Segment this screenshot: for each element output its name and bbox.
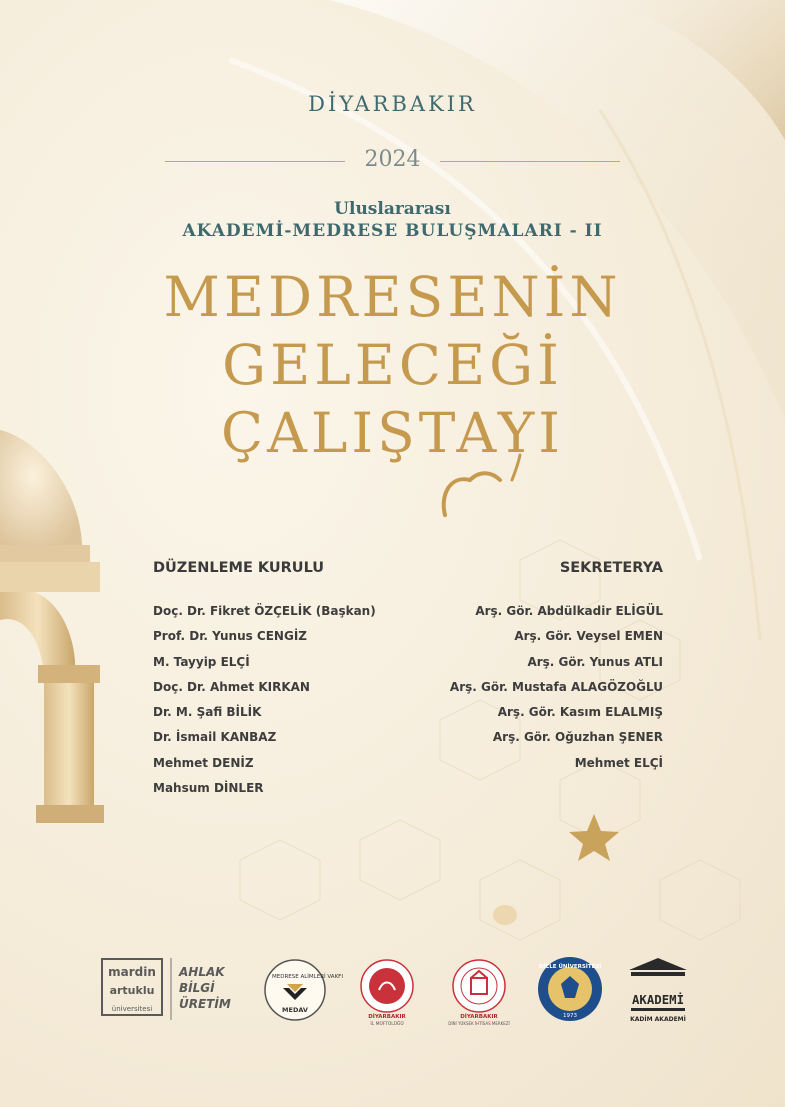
svg-text:artuklu: artuklu	[109, 984, 155, 997]
secretariat-member: Arş. Gör. Abdülkadir ELİGÜL	[475, 604, 663, 618]
svg-text:1973: 1973	[563, 1013, 577, 1019]
committee-member: Dr. M. Şafi BİLİK	[153, 705, 262, 720]
kadim-akademi-logo	[625, 956, 691, 1026]
gold-star	[569, 814, 619, 861]
svg-text:üniversitesi: üniversitesi	[111, 1005, 153, 1013]
committee-member: Dr. İsmail KANBAZ	[153, 730, 277, 745]
mufti-logo	[357, 956, 417, 1028]
ihtisas-logo	[439, 956, 519, 1028]
svg-text:DİNİ YÜKSEK İHTİSAS MERKEZİ: DİNİ YÜKSEK İHTİSAS MERKEZİ	[448, 1021, 510, 1026]
dome-illustration	[0, 430, 104, 823]
committee-member: Doç. Dr. Ahmet KIRKAN	[153, 679, 310, 694]
committee-list	[153, 604, 376, 806]
medav-logo	[263, 956, 343, 1028]
secretariat-member: Arş. Gör. Mustafa ALAGÖZOĞLU	[449, 679, 663, 694]
svg-text:AKADEMİ: AKADEMİ	[632, 993, 683, 1007]
mardin-artuklu-logo	[101, 958, 231, 1028]
svg-text:BİLGİ: BİLGİ	[179, 981, 215, 995]
svg-text:İL MÜFTÜLÜĞÜ: İL MÜFTÜLÜĞÜ	[370, 1022, 404, 1027]
svg-text:KADİM AKADEMİ: KADİM AKADEMİ	[630, 1016, 686, 1023]
title-line-3: ÇALIŞTAYI	[221, 401, 564, 465]
divider-line-left	[165, 161, 345, 162]
svg-text:DİYARBAKIR: DİYARBAKIR	[368, 1014, 406, 1020]
secretariat-member: Arş. Gör. Oğuzhan ŞENER	[492, 730, 663, 745]
svg-text:MEDAV: MEDAV	[282, 1006, 308, 1014]
secretariat-member: Arş. Gör. Yunus ATLI	[527, 654, 663, 669]
committee-member: M. Tayyip ELÇİ	[153, 654, 250, 669]
divider-line-right	[440, 161, 620, 162]
svg-text:DİCLE ÜNİVERSİTESİ: DİCLE ÜNİVERSİTESİ	[538, 964, 602, 970]
committee-member: Mahsum DİNLER	[153, 781, 264, 796]
title-line-1: MEDRESENİN	[163, 265, 622, 329]
sponsor-logos	[95, 952, 715, 1032]
svg-text:mardin: mardin	[108, 965, 156, 979]
committee-heading: DÜZENLEME KURULU	[153, 560, 325, 576]
secretariat-list	[450, 604, 663, 781]
committee-member: Mehmet DENİZ	[153, 755, 254, 770]
secretariat-member: Mehmet ELÇİ	[574, 755, 663, 770]
gold-flourish	[444, 473, 500, 515]
secretariat-member: Arş. Gör. Veysel EMEN	[514, 629, 663, 644]
year-label: 2024	[364, 147, 421, 172]
svg-text:ÜRETİM: ÜRETİM	[179, 997, 231, 1011]
secretariat-member: Arş. Gör. Kasım ELALMIŞ	[497, 705, 663, 720]
committee-member: Doç. Dr. Fikret ÖZÇELİK (Başkan)	[153, 604, 376, 618]
year-divider	[165, 147, 620, 177]
glow-spot	[493, 905, 517, 925]
committee-member: Prof. Dr. Yunus CENGİZ	[153, 629, 307, 644]
svg-text:DİYARBAKIR: DİYARBAKIR	[460, 1014, 498, 1020]
subtitle-line-1: Uluslararası	[334, 199, 451, 219]
secretariat-heading: SEKRETERYA	[559, 560, 663, 576]
svg-text:AHLAK: AHLAK	[179, 965, 225, 979]
svg-text:MEDRESE ALİMLERİ VAKFI: MEDRESE ALİMLERİ VAKFI	[272, 974, 343, 980]
dicle-university-logo	[535, 954, 605, 1024]
title-line-2: GELECEĞİ	[222, 333, 563, 397]
subtitle-line-2: AKADEMİ-MEDRESE BULUŞMALARI - II	[182, 221, 603, 241]
city-label: DİYARBAKIR	[308, 92, 477, 116]
